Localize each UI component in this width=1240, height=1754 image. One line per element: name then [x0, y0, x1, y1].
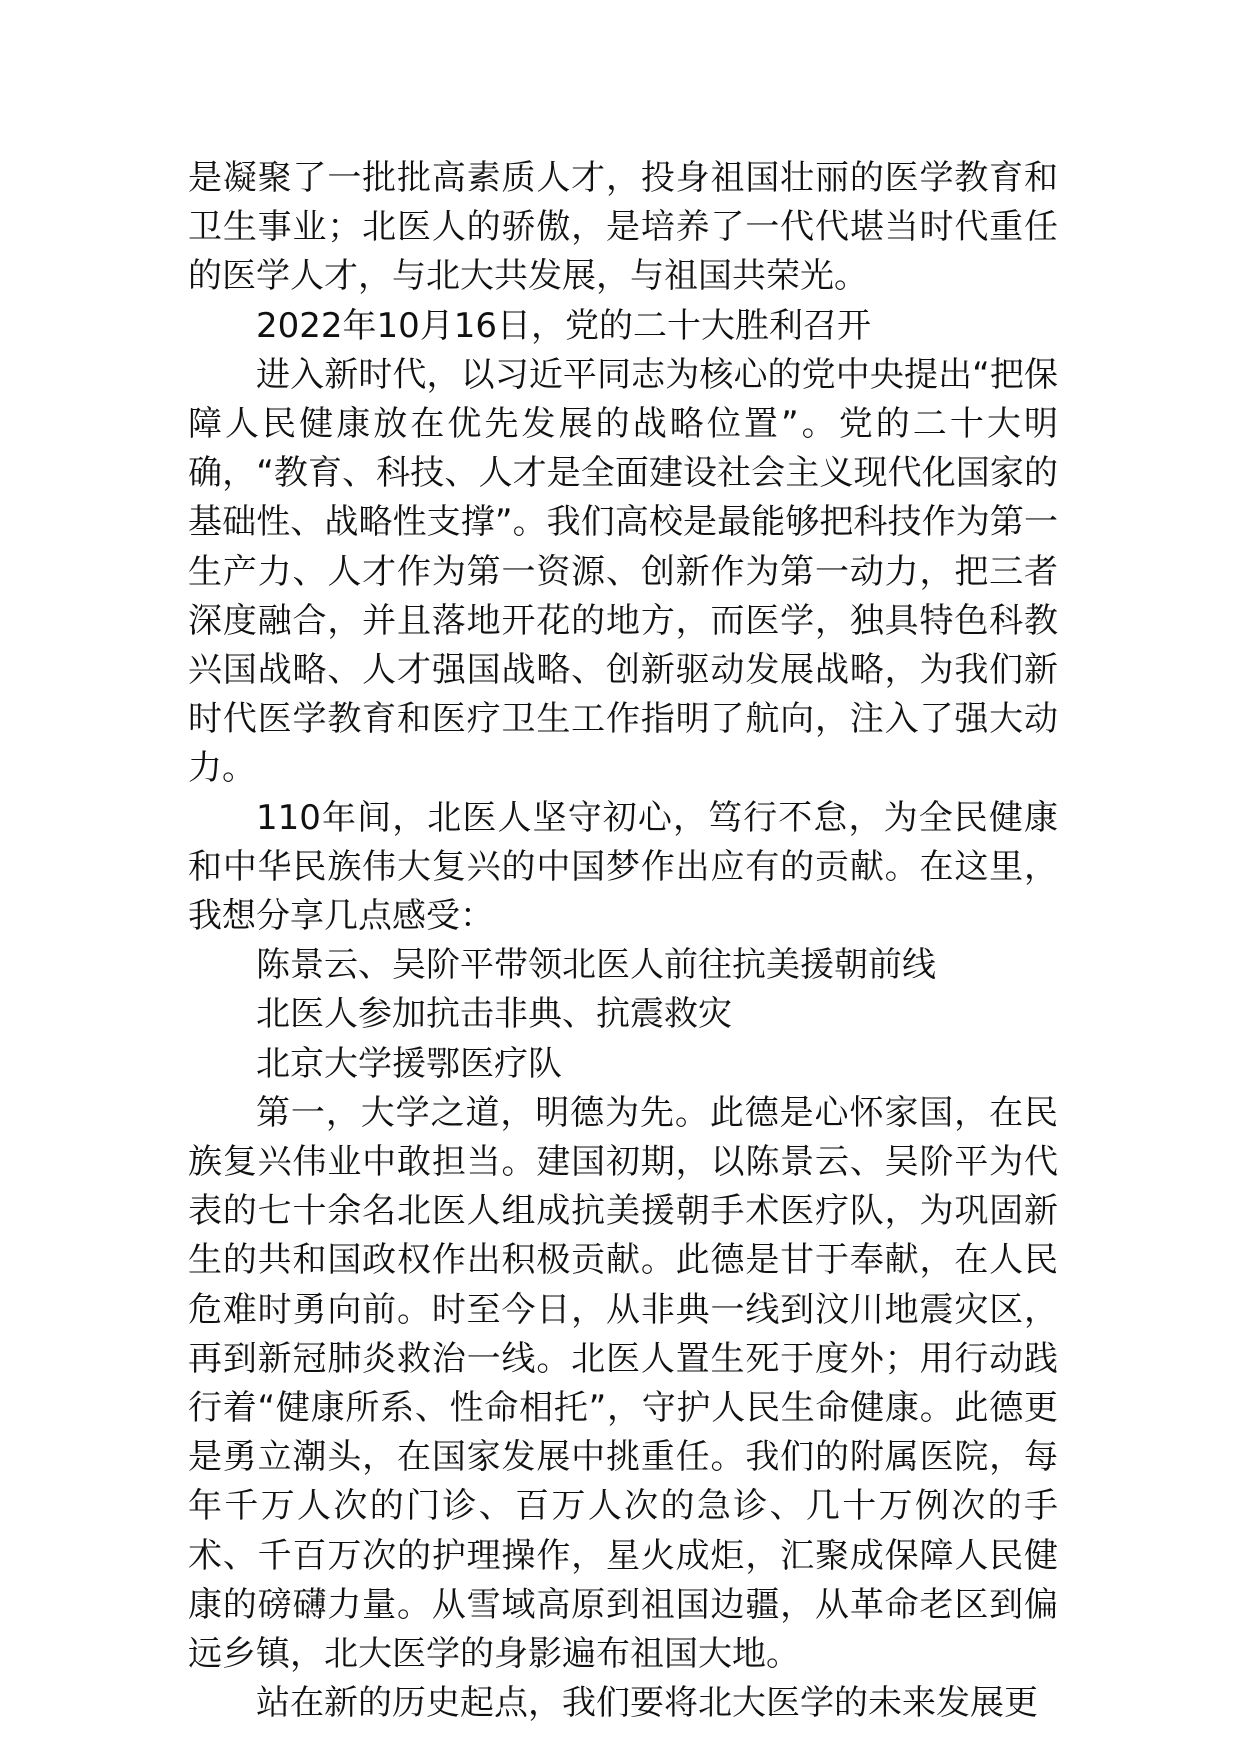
body-text — [188, 154, 1058, 1729]
paragraph-date-heading: 2022年10月16日，党的二十大胜利召开 — [256, 305, 872, 346]
caption-sars-earthquake: 北医人参加抗击非典、抗震救灾 — [256, 994, 732, 1035]
paragraph-virtue-first: 第一，大学之道，明德为先。此德是心怀家国，在民族复兴伟业中敢担当。建国初期，以陈景云、吴阶平为代表的七十余名北医人组成抗美援朝手术医疗队，为巩固新生的共和国政权作出积极贡献。此德是甘于奉献，在人民危难时勇向前。时至今日，从非典一线到汶川地震灾区，再到新冠肺炎救治一线。北医人置生死于度外；用行动践行着“健康所系、性命相托”，守护人民生命健康。此德更是勇立潮头，在国家发展中挑重任。我们的附属医院，每年千万人次的门诊、百万人次的急诊、几十万例次的手术、千百万次的护理操作，星火成炬，汇聚成保障人民健康的磅礴力量。从雪域高原到祖国边疆，从革命老区到偏远乡镇，北大医学的身影遍布祖国大地。 — [188, 1092, 1058, 1675]
paragraph-110-years: 110年间，北医人坚守初心，笃行不怠，为全民健康和中华民族伟大复兴的中国梦作出应有的贡献。在这里，我想分享几点感受： — [188, 797, 1058, 937]
caption-korea-war-team: 陈景云、吴阶平带领北医人前往抗美援朝前线 — [256, 945, 936, 986]
paragraph-continued: 是凝聚了一批批高素质人才，投身祖国壮丽的医学教育和卫生事业；北医人的骄傲，是培养了一代代堪当时代重任的医学人才，与北大共发展，与祖国共荣光。 — [188, 158, 1058, 297]
paragraph-new-era: 进入新时代，以习近平同志为核心的党中央提出“把保障人民健康放在优先发展的战略位置”。党的二十大明确，“教育、科技、人才是全面建设社会主义现代化国家的基础性、战略性支撑”。我们高校是最能够把科技作为第一生产力、人才作为第一资源、创新作为第一动力，把三者深度融合，并且落地开花的地方，而医学，独具特色科教兴国战略、人才强国战略、创新驱动发展战略，为我们新时代医学教育和医疗卫生工作指明了航向，注入了强大动力。 — [188, 354, 1058, 789]
caption-hubei-medical-team: 北京大学援鄂医疗队 — [256, 1043, 562, 1084]
paragraph-new-starting-point: 站在新的历史起点，我们要将北大医学的未来发展更 — [256, 1683, 1038, 1724]
